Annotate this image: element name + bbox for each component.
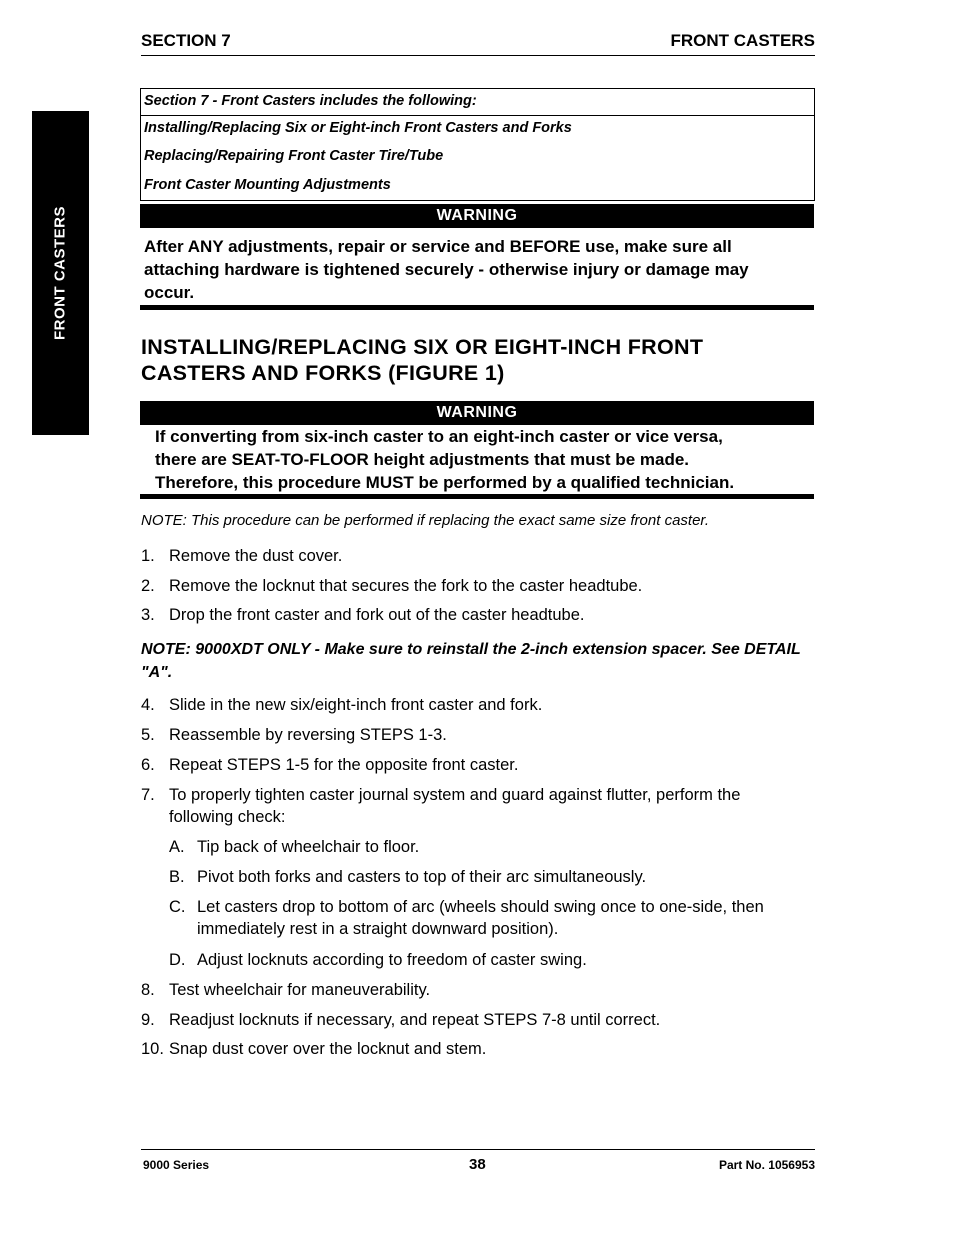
contents-item: Installing/Replacing Six or Eight-inch Front Casters and Forks [144, 120, 572, 136]
step-number: 10. [141, 1040, 164, 1058]
step-number: 3. [141, 606, 155, 624]
step-text: Slide in the new six/eight-inch front caster and fork. [169, 696, 543, 714]
list-item [141, 575, 821, 597]
sub-list-item [169, 836, 819, 858]
substep-letter: C. [169, 898, 186, 916]
list-item [141, 784, 821, 830]
list-item [141, 724, 821, 746]
warning-banner: WARNING [140, 401, 814, 425]
list-item [141, 979, 821, 1001]
side-tab [32, 111, 89, 435]
chapter-title: FRONT CASTERS [670, 31, 815, 50]
step-number: 9. [141, 1011, 155, 1029]
series-label: 9000 Series [143, 1158, 210, 1172]
page-number: 38 [469, 1156, 486, 1173]
list-item [141, 754, 821, 776]
section-title-line: CASTERS AND FORKS (FIGURE 1) [141, 361, 505, 385]
list-item [141, 545, 821, 567]
side-tab-label: FRONT CASTERS [51, 206, 69, 340]
sub-list-item [169, 866, 819, 888]
warning-line: After ANY adjustments, repair or service and BEFORE use, make sure all [144, 237, 732, 256]
warning-line: occur. [144, 283, 195, 302]
step-text: Readjust locknuts if necessary, and repeat STEPS 7-8 until correct. [169, 1011, 661, 1029]
step-text: Remove the locknut that secures the fork to the caster headtube. [169, 577, 643, 595]
section-title-line: INSTALLING/REPLACING SIX OR EIGHT-INCH FRONT [141, 335, 704, 359]
warning-text [155, 425, 815, 494]
step-text: Snap dust cover over the locknut and stem. [169, 1040, 487, 1058]
step-text: Remove the dust cover. [169, 547, 343, 565]
step-number: 8. [141, 981, 155, 999]
sub-list-item [169, 949, 819, 971]
header-divider [141, 55, 815, 56]
step-text: To properly tighten caster journal system and guard against flutter, perform the following check: [169, 786, 741, 826]
substep-text: Let casters drop to bottom of arc (wheels should swing once to one-side, then immediately rest in a straight downward position). [197, 898, 764, 938]
contents-heading: Section 7 - Front Casters includes the following: [141, 89, 814, 116]
warning-line: Therefore, this procedure MUST be performed by a qualified technician. [155, 473, 735, 492]
substep-letter: D. [169, 951, 186, 969]
step-text: Drop the front caster and fork out of the caster headtube. [169, 606, 585, 624]
contents-item: Front Caster Mounting Adjustments [144, 177, 391, 193]
step-text: Test wheelchair for maneuverability. [169, 981, 431, 999]
list-item [141, 1038, 821, 1060]
warning-divider [140, 305, 814, 310]
procedure-note: NOTE: This procedure can be performed if replacing the exact same size front caster. [141, 512, 710, 529]
warning-line: If converting from six-inch caster to an eight-inch caster or vice versa, [155, 427, 723, 446]
step-number: 6. [141, 756, 155, 774]
warning-text [144, 235, 814, 304]
footer-divider [141, 1149, 815, 1150]
section-contents-box [140, 88, 815, 201]
substep-letter: A. [169, 838, 185, 856]
list-item [141, 694, 821, 716]
section-title [141, 334, 821, 386]
warning-banner: WARNING [140, 204, 814, 228]
step-text: Reassemble by reversing STEPS 1-3. [169, 726, 447, 744]
list-item [141, 604, 821, 626]
warning-divider [140, 494, 814, 499]
contents-item: Replacing/Repairing Front Caster Tire/Tube [144, 148, 444, 164]
substep-text: Tip back of wheelchair to floor. [197, 838, 420, 856]
part-number: Part No. 1056953 [718, 1158, 815, 1172]
warning-line: attaching hardware is tightened securely - otherwise injury or damage may [144, 260, 749, 279]
step-text: Repeat STEPS 1-5 for the opposite front caster. [169, 756, 519, 774]
step-number: 1. [141, 547, 155, 565]
substep-letter: B. [169, 868, 185, 886]
substep-text: Adjust locknuts according to freedom of caster swing. [197, 951, 587, 969]
sub-list-item [169, 896, 819, 942]
step-number: 5. [141, 726, 155, 744]
section-label: SECTION 7 [141, 31, 231, 50]
step-number: 7. [141, 786, 155, 804]
list-item [141, 1009, 821, 1031]
warning-line: there are SEAT-TO-FLOOR height adjustments that must be made. [155, 450, 690, 469]
substep-text: Pivot both forks and casters to top of their arc simultaneously. [197, 868, 647, 886]
step-number: 4. [141, 696, 155, 714]
step-number: 2. [141, 577, 155, 595]
model-note: NOTE: 9000XDT ONLY - Make sure to reinstall the 2-inch extension spacer. See DETAIL "A". [141, 641, 801, 681]
